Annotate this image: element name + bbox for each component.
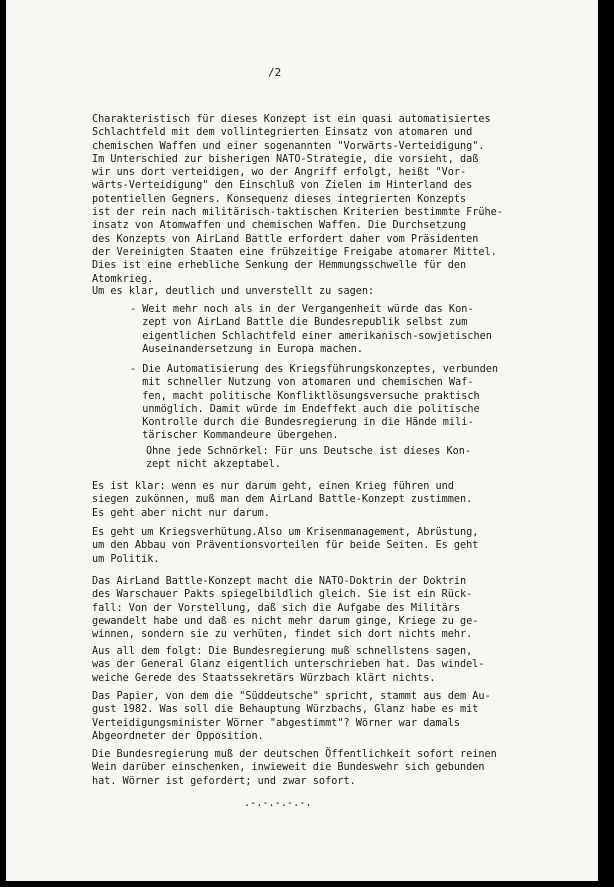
bullet-2: - Die Automatisierung des Kriegsführungskonzeptes, verbunden mit schneller Nutzung von atomaren und chemischen Waf- fen, macht politische Konfliktlösungsversuche praktisch unmöglich. Damit würde im Endeffekt auch die politische Kontrolle durch die Bundesregierung in die Hände mili- tärischer Kommandeure übergehen. xyxy=(130,364,499,442)
paragraph-8: Die Bundesregierung muß der deutschen Öffentlichkeit sofort reinen Wein darüber einschenken, inwieweit die Bundeswehr sich gebunden hat. Wörner ist gefordert; und zwar sofort. xyxy=(92,749,497,787)
paragraph-6: Aus all dem folgt: Die Bundesregierung muß schnellstens sagen, was der General Glanz eigentlich unterschrieben hat. Das windel- weiche Gerede des Staatssekretärs Würzbach klärt nichts. xyxy=(92,646,485,684)
paragraph-4: Es geht um Kriegsverhütung.Also um Krisenmanagement, Abrüstung, um den Abbau von Präventionsvorteilen für beide Seiten. Es geht um Politik. xyxy=(92,527,479,565)
bullet-2-conclusion: Ohne jede Schnörkel: Für uns Deutsche ist dieses Kon- zept nicht akzeptabel. xyxy=(146,446,472,471)
scan-border-right xyxy=(598,0,614,887)
paragraph-1: Charakteristisch für dieses Konzept ist ein quasi automatisiertes Schlachtfeld mit dem vollintegrierten Einsatz von atomaren und chemischen Waffen und einer sogenannten "Vorwärts-Verteidigung". Im Unterschied zur bisherigen NATO-Strategie, die vorsieht, daß wir uns dort verteidigen, wo der Angriff erfolgt, heißt "Vor- wärts-Verteidigung" den Einschluß von Zielen im Hinterland des potentiellen Gegners. Konsequenz dieses integrierten Konzepts ist der rein nach militärisch-taktischen Kriterien bestimmte Frühe- insatz von Atomwaffen und chemischen Waffen. Die Durchsetzung des Konzepts von AirLand Battle erfordert daher vom Präsidenten der Vereinigten Staaten eine frühzeitige Freigabe atomarer Mittel. Dies ist eine erhebliche Senkung der Hemmungsschwelle für den Atomkrieg. xyxy=(92,114,503,285)
page-number: /2 xyxy=(268,66,282,79)
end-mark: .-.-.-.-.-. xyxy=(244,798,312,809)
paragraph-5: Das AirLand Battle-Konzept macht die NATO-Doktrin der Doktrin des Warschauer Pakts spiegelbildlich gleich. Sie ist ein Rück- fall: Von der Vorstellung, daß sich die Aufgabe des Militärs gewandelt habe und daß es nicht mehr darum ginge, Kriege zu ge- winnen, sondern sie zu verhüten, findet sich dort nichts mehr. xyxy=(92,576,479,641)
scan-border-bottom xyxy=(0,881,614,887)
paragraph-7: Das Papier, von dem die "Süddeutsche" spricht, stammt aus dem Au- gust 1982. Was soll die Behauptung Würzbachs, Glanz habe es mit Verteidigungsminister Wörner "abgestimmt"? Wörner war damals Abgeordneter der Opposition. xyxy=(92,691,491,742)
paragraph-3: Es ist klar: wenn es nur darum geht, einen Krieg führen und siegen zukönnen, muß man dem AirLand Battle-Konzept zustimmen. Es geht aber nicht nur darum. xyxy=(92,481,473,519)
bullet-1: - Weit mehr noch als in der Vergangenheit würde das Kon- zept von AirLand Battle die Bundesrepublik selbst zum eigentlichen Schlachtfeld einer amerikanisch-sowjetischen Auseinandersetzung in Europa machen. xyxy=(130,304,492,355)
paragraph-2: Um es klar, deutlich und unverstellt zu sagen: xyxy=(92,286,375,297)
